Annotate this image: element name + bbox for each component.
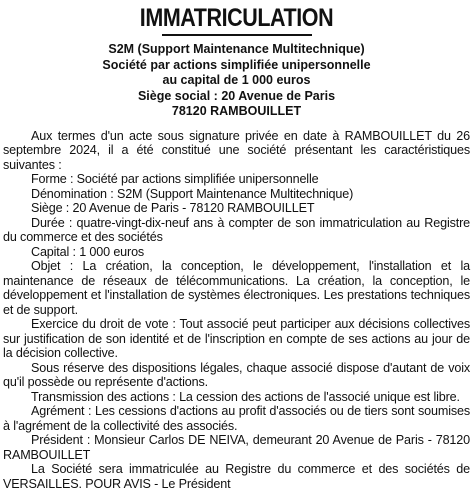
company-city: 78120 RAMBOUILLET bbox=[3, 104, 470, 120]
notice-title: IMMATRICULATION bbox=[36, 4, 438, 32]
company-form: Société par actions simplifiée unipersonnelle bbox=[3, 58, 470, 74]
paragraph-capital: Capital : 1 000 euros bbox=[3, 245, 470, 260]
paragraph-duration: Durée : quatre-vingt-dix-neuf ans à compter de son immatriculation au Registre du commerce et des sociétés bbox=[3, 216, 470, 245]
paragraph-denomination: Dénomination : S2M (Support Maintenance Multitechnique) bbox=[3, 187, 470, 202]
paragraph-form: Forme : Société par actions simplifiée unipersonnelle bbox=[3, 172, 470, 187]
paragraph-seat: Siège : 20 Avenue de Paris - 78120 RAMBOUILLET bbox=[3, 201, 470, 216]
title-divider bbox=[162, 34, 312, 36]
paragraph-president: Président : Monsieur Carlos DE NEIVA, demeurant 20 Avenue de Paris - 78120 RAMBOUILLET bbox=[3, 433, 470, 462]
paragraph-registration: La Société sera immatriculée au Registre du commerce et des sociétés de VERSAILLES. POUR AVIS - Le Président bbox=[3, 462, 470, 491]
company-seat: Siège social : 20 Avenue de Paris bbox=[3, 89, 470, 105]
company-header bbox=[3, 42, 470, 120]
paragraph-votes: Sous réserve des dispositions légales, chaque associé dispose d'autant de voix qu'il possède ou représente d'actions. bbox=[3, 361, 470, 390]
paragraph-preamble: Aux termes d'un acte sous signature privée en date à RAMBOUILLET du 26 septembre 2024, il a été constitué une société présentant les caractéristiques suivantes : bbox=[3, 129, 470, 173]
paragraph-approval: Agrément : Les cessions d'actions au profit d'associés ou de tiers sont soumises à l'agrément de la collectivité des associés. bbox=[3, 404, 470, 433]
company-name: S2M (Support Maintenance Multitechnique) bbox=[3, 42, 470, 58]
paragraph-purpose: Objet : La création, la conception, le développement, l'installation et la maintenance de réseaux de télécommunications. La création, la conception, le développement et l'installation de systèmes électroniques. Les prestations techniques et de support. bbox=[3, 259, 470, 317]
notice-body bbox=[3, 129, 470, 491]
paragraph-voting-rights: Exercice du droit de vote : Tout associé peut participer aux décisions collectives sur justification de son identité et de l'inscription en compte de ses actions au jour de la décision collective. bbox=[3, 317, 470, 361]
company-capital: au capital de 1 000 euros bbox=[3, 73, 470, 89]
paragraph-share-transfer: Transmission des actions : La cession des actions de l'associé unique est libre. bbox=[3, 390, 470, 405]
